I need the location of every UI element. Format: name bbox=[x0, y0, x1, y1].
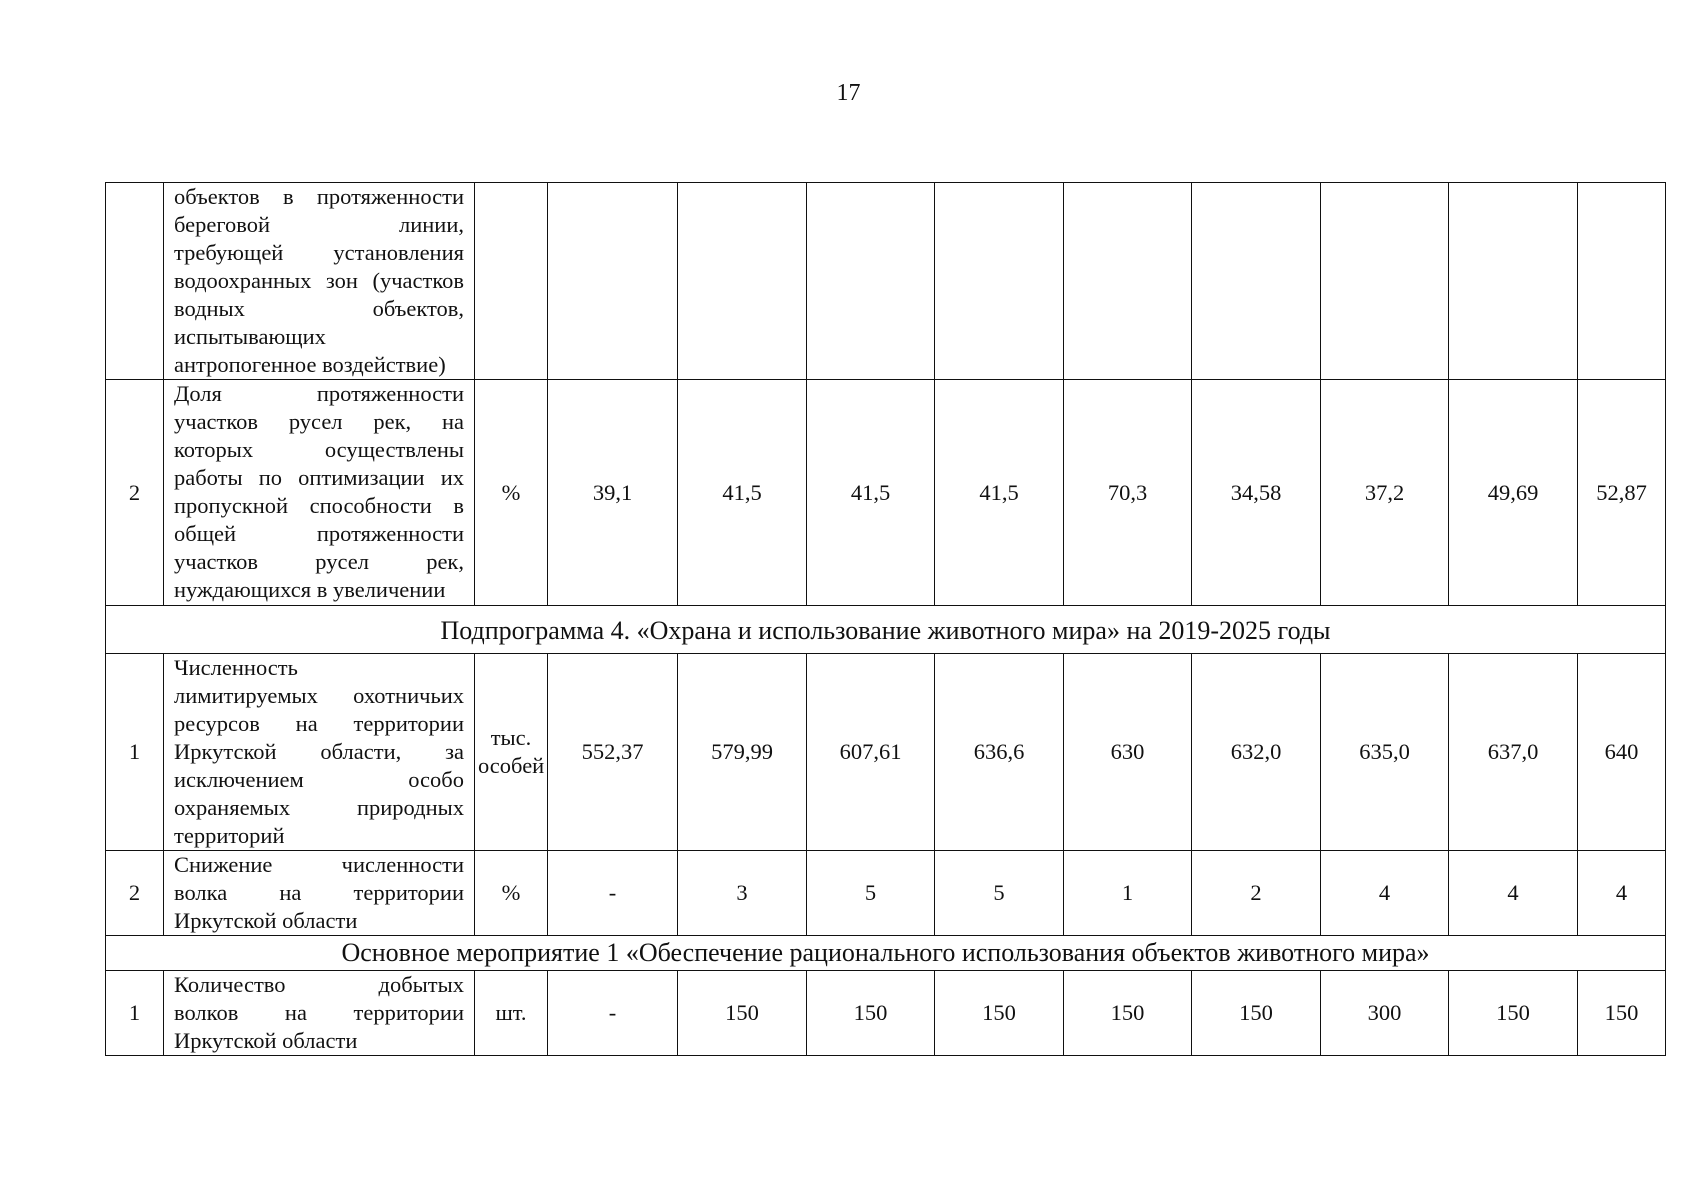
description-line: требующей установления bbox=[174, 240, 464, 265]
value-cell bbox=[935, 183, 1064, 380]
description-line: водных объектов, bbox=[174, 296, 464, 321]
description-line: охраняемых природных bbox=[174, 795, 464, 820]
description-line: пропускной способности в bbox=[174, 493, 464, 518]
value-cell: 4 bbox=[1578, 851, 1666, 936]
value-cell: 150 bbox=[1064, 971, 1192, 1056]
unit-cell: шт. bbox=[475, 971, 548, 1056]
value-cell bbox=[1192, 183, 1321, 380]
value-cell: 5 bbox=[935, 851, 1064, 936]
value-cell: 70,3 bbox=[1064, 380, 1192, 606]
value-cell bbox=[548, 183, 678, 380]
value-cell: 34,58 bbox=[1192, 380, 1321, 606]
description-line: общей протяженности bbox=[174, 521, 464, 546]
indicator-description bbox=[164, 380, 475, 606]
description-line: Иркутской области bbox=[174, 908, 358, 933]
section-title: Подпрограмма 4. «Охрана и использование животного мира» на 2019-2025 годы bbox=[106, 606, 1666, 654]
description-line: исключением особо bbox=[174, 767, 464, 792]
description-line: водоохранных зон (участков bbox=[174, 268, 464, 293]
value-cell: 607,61 bbox=[807, 654, 935, 851]
indicator-description bbox=[164, 851, 475, 936]
row-number: 1 bbox=[106, 654, 164, 851]
description-line: испытывающих bbox=[174, 324, 326, 349]
value-cell: 1 bbox=[1064, 851, 1192, 936]
value-cell: 552,37 bbox=[548, 654, 678, 851]
value-cell: 39,1 bbox=[548, 380, 678, 606]
row-number: 2 bbox=[106, 380, 164, 606]
value-cell: 150 bbox=[1578, 971, 1666, 1056]
value-cell: 632,0 bbox=[1192, 654, 1321, 851]
value-cell: 150 bbox=[678, 971, 807, 1056]
table-row bbox=[106, 971, 1666, 1056]
value-cell: 2 bbox=[1192, 851, 1321, 936]
description-line: Численность bbox=[174, 655, 298, 680]
value-cell: 41,5 bbox=[807, 380, 935, 606]
row-number bbox=[106, 183, 164, 380]
value-cell: 640 bbox=[1578, 654, 1666, 851]
value-cell: 150 bbox=[1192, 971, 1321, 1056]
value-cell: 636,6 bbox=[935, 654, 1064, 851]
description-line: Доля протяженности bbox=[174, 381, 464, 406]
description-line: антропогенное воздействие) bbox=[174, 352, 446, 377]
description-line: волка на территории bbox=[174, 880, 464, 905]
table-body bbox=[106, 183, 1666, 1056]
description-line: объектов в протяженности bbox=[174, 184, 464, 209]
table-row bbox=[106, 183, 1666, 380]
section-header-row bbox=[106, 606, 1666, 654]
value-cell: 41,5 bbox=[935, 380, 1064, 606]
unit-cell: % bbox=[475, 851, 548, 936]
unit-cell bbox=[475, 183, 548, 380]
description-line: Количество добытых bbox=[174, 972, 464, 997]
table-row bbox=[106, 380, 1666, 606]
description-line: волков на территории bbox=[174, 1000, 464, 1025]
indicator-description bbox=[164, 183, 475, 380]
value-cell: 4 bbox=[1321, 851, 1449, 936]
description-line: территорий bbox=[174, 823, 285, 848]
table-row bbox=[106, 654, 1666, 851]
value-cell: 49,69 bbox=[1449, 380, 1578, 606]
value-cell: 4 bbox=[1449, 851, 1578, 936]
value-cell: 3 bbox=[678, 851, 807, 936]
description-line: береговой линии, bbox=[174, 212, 464, 237]
value-cell bbox=[1321, 183, 1449, 380]
description-line: нуждающихся в увеличении bbox=[174, 577, 446, 602]
table-row bbox=[106, 851, 1666, 936]
value-cell: 630 bbox=[1064, 654, 1192, 851]
description-line: которых осуществлены bbox=[174, 437, 464, 462]
section-title: Основное мероприятие 1 «Обеспечение рационального использования объектов животного мира» bbox=[106, 936, 1666, 971]
value-cell: 41,5 bbox=[678, 380, 807, 606]
value-cell bbox=[1578, 183, 1666, 380]
value-cell: 52,87 bbox=[1578, 380, 1666, 606]
page-number: 17 bbox=[836, 80, 861, 106]
unit-cell: % bbox=[475, 380, 548, 606]
value-cell: 150 bbox=[1449, 971, 1578, 1056]
indicators-table bbox=[105, 182, 1666, 1056]
indicator-description bbox=[164, 971, 475, 1056]
value-cell: 150 bbox=[935, 971, 1064, 1056]
value-cell: 150 bbox=[807, 971, 935, 1056]
description-line: ресурсов на территории bbox=[174, 711, 464, 736]
section-header-row bbox=[106, 936, 1666, 971]
value-cell bbox=[1449, 183, 1578, 380]
value-cell: - bbox=[548, 851, 678, 936]
description-line: участков русел рек, bbox=[174, 549, 464, 574]
description-line: Иркутской области bbox=[174, 1028, 358, 1053]
value-cell: 300 bbox=[1321, 971, 1449, 1056]
description-line: лимитируемых охотничьих bbox=[174, 683, 464, 708]
value-cell: 579,99 bbox=[678, 654, 807, 851]
value-cell: - bbox=[548, 971, 678, 1056]
indicator-description bbox=[164, 654, 475, 851]
value-cell bbox=[678, 183, 807, 380]
description-line: работы по оптимизации их bbox=[174, 465, 464, 490]
value-cell bbox=[1064, 183, 1192, 380]
value-cell bbox=[807, 183, 935, 380]
description-line: Снижение численности bbox=[174, 852, 464, 877]
value-cell: 37,2 bbox=[1321, 380, 1449, 606]
value-cell: 637,0 bbox=[1449, 654, 1578, 851]
row-number: 2 bbox=[106, 851, 164, 936]
unit-cell: тыс. особей bbox=[475, 654, 548, 851]
value-cell: 635,0 bbox=[1321, 654, 1449, 851]
value-cell: 5 bbox=[807, 851, 935, 936]
description-line: Иркутской области, за bbox=[174, 739, 464, 764]
description-line: участков русел рек, на bbox=[174, 409, 464, 434]
row-number: 1 bbox=[106, 971, 164, 1056]
